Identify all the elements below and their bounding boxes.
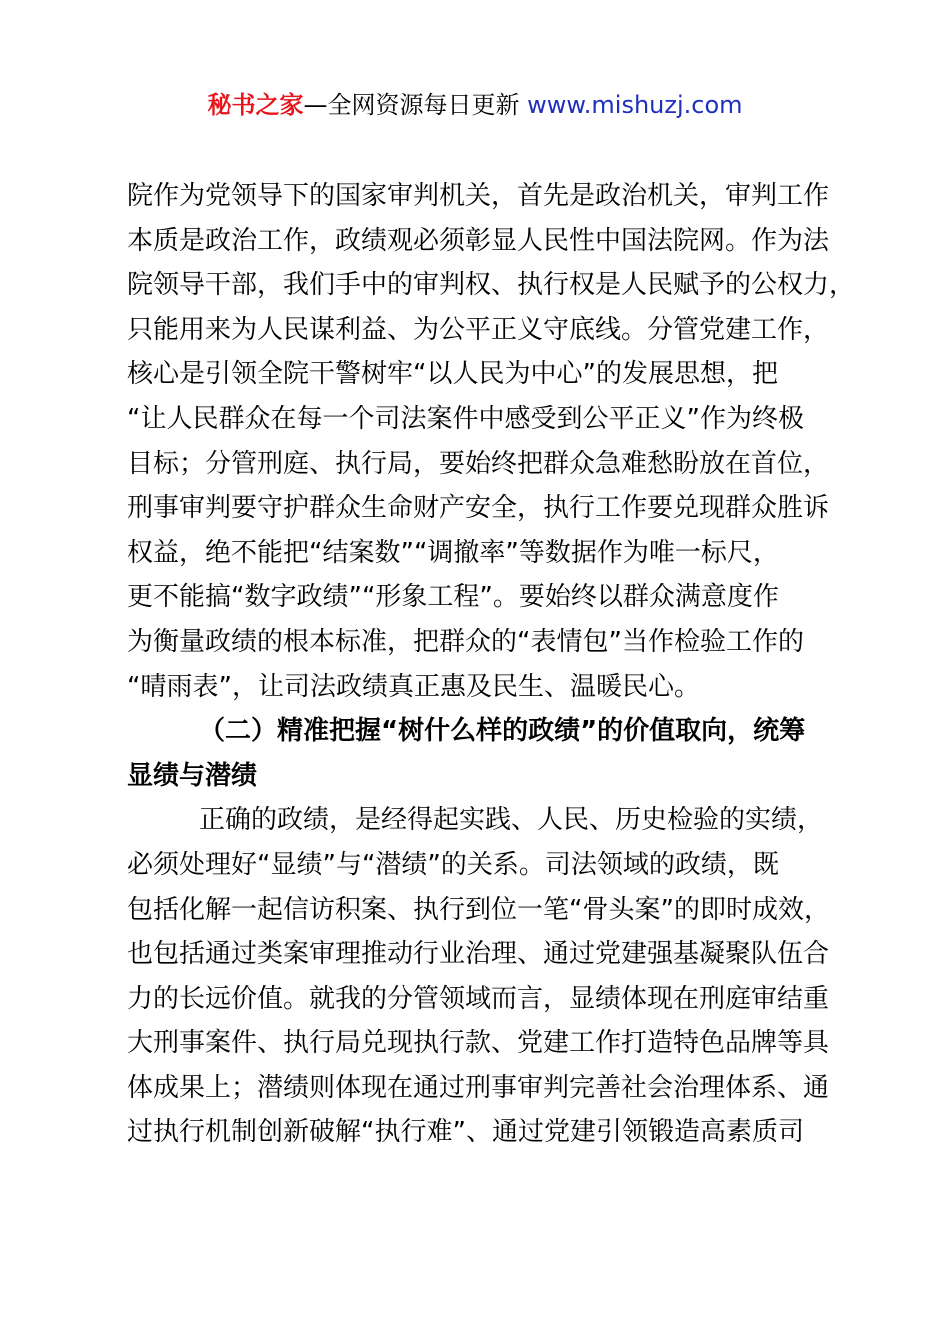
text-line: 刑事审判要守护群众生命财产安全，执行工作要兑现群众胜诉 <box>127 493 830 524</box>
text-line: 院作为党领导下的国家审判机关，首先是政治机关，审判工作 <box>127 181 830 211</box>
text-line: 过执行机制创新破解“执行难”、通过党建引领锻造高素质司 <box>127 1117 804 1148</box>
section-heading-continued: 显绩与潜绩 <box>127 760 258 791</box>
page-header <box>0 88 950 122</box>
header-tagline: —全网资源每日更新 <box>303 91 520 119</box>
text-line: 本质是政治工作，政绩观必须彰显人民性中国法院网。作为法 <box>127 225 830 256</box>
text-line: 更不能搞“数字政绩”“形象工程”。要始终以群众满意度作 <box>127 582 779 613</box>
document-body <box>127 174 856 1155</box>
header-url[interactable]: www.mishuzj.com <box>527 91 743 119</box>
text-line: 大刑事案件、执行局兑现执行款、党建工作打造特色品牌等具 <box>127 1028 830 1059</box>
text-line: 体成果上；潜绩则体现在通过刑事审判完善社会治理体系、通 <box>127 1072 830 1103</box>
text-line: 目标；分管刑庭、执行局，要始终把群众急难愁盼放在首位， <box>127 448 830 479</box>
text-line: 必须处理好“显绩”与“潜绩”的关系。司法领域的政绩，既 <box>127 849 779 880</box>
text-line: 包括化解一起信访积案、执行到位一笔“骨头案”的即时成效， <box>127 894 830 925</box>
text-line: “让人民群众在每一个司法案件中感受到公平正义”作为终极 <box>127 403 804 434</box>
text-line: 只能用来为人民谋利益、为公平正义守底线。分管党建工作， <box>127 314 830 345</box>
paragraph-start: 正确的政绩，是经得起实践、人民、历史检验的实绩， <box>199 805 824 836</box>
text-line: 力的长远价值。就我的分管领域而言，显绩体现在刑庭审结重 <box>127 983 830 1014</box>
text-line: 核心是引领全院干警树牢“以人民为中心”的发展思想，把 <box>127 359 778 390</box>
section-heading: （二）精准把握“树什么样的政绩”的价值取向，统筹 <box>199 716 806 747</box>
text-line: 权益，绝不能把“结案数”“调撤率”等数据作为唯一标尺， <box>127 537 779 568</box>
text-line: 为衡量政绩的根本标准，把群众的“表情包”当作检验工作的 <box>127 626 804 657</box>
text-line: 院领导干部，我们手中的审判权、执行权是人民赋予的公权力， <box>127 270 856 301</box>
text-line: 也包括通过类案审理推动行业治理、通过党建强基凝聚队伍合 <box>127 939 830 970</box>
text-line: “晴雨表”，让司法政绩真正惠及民生、温暖民心。 <box>127 671 700 702</box>
brand-name: 秘书之家 <box>207 91 304 119</box>
